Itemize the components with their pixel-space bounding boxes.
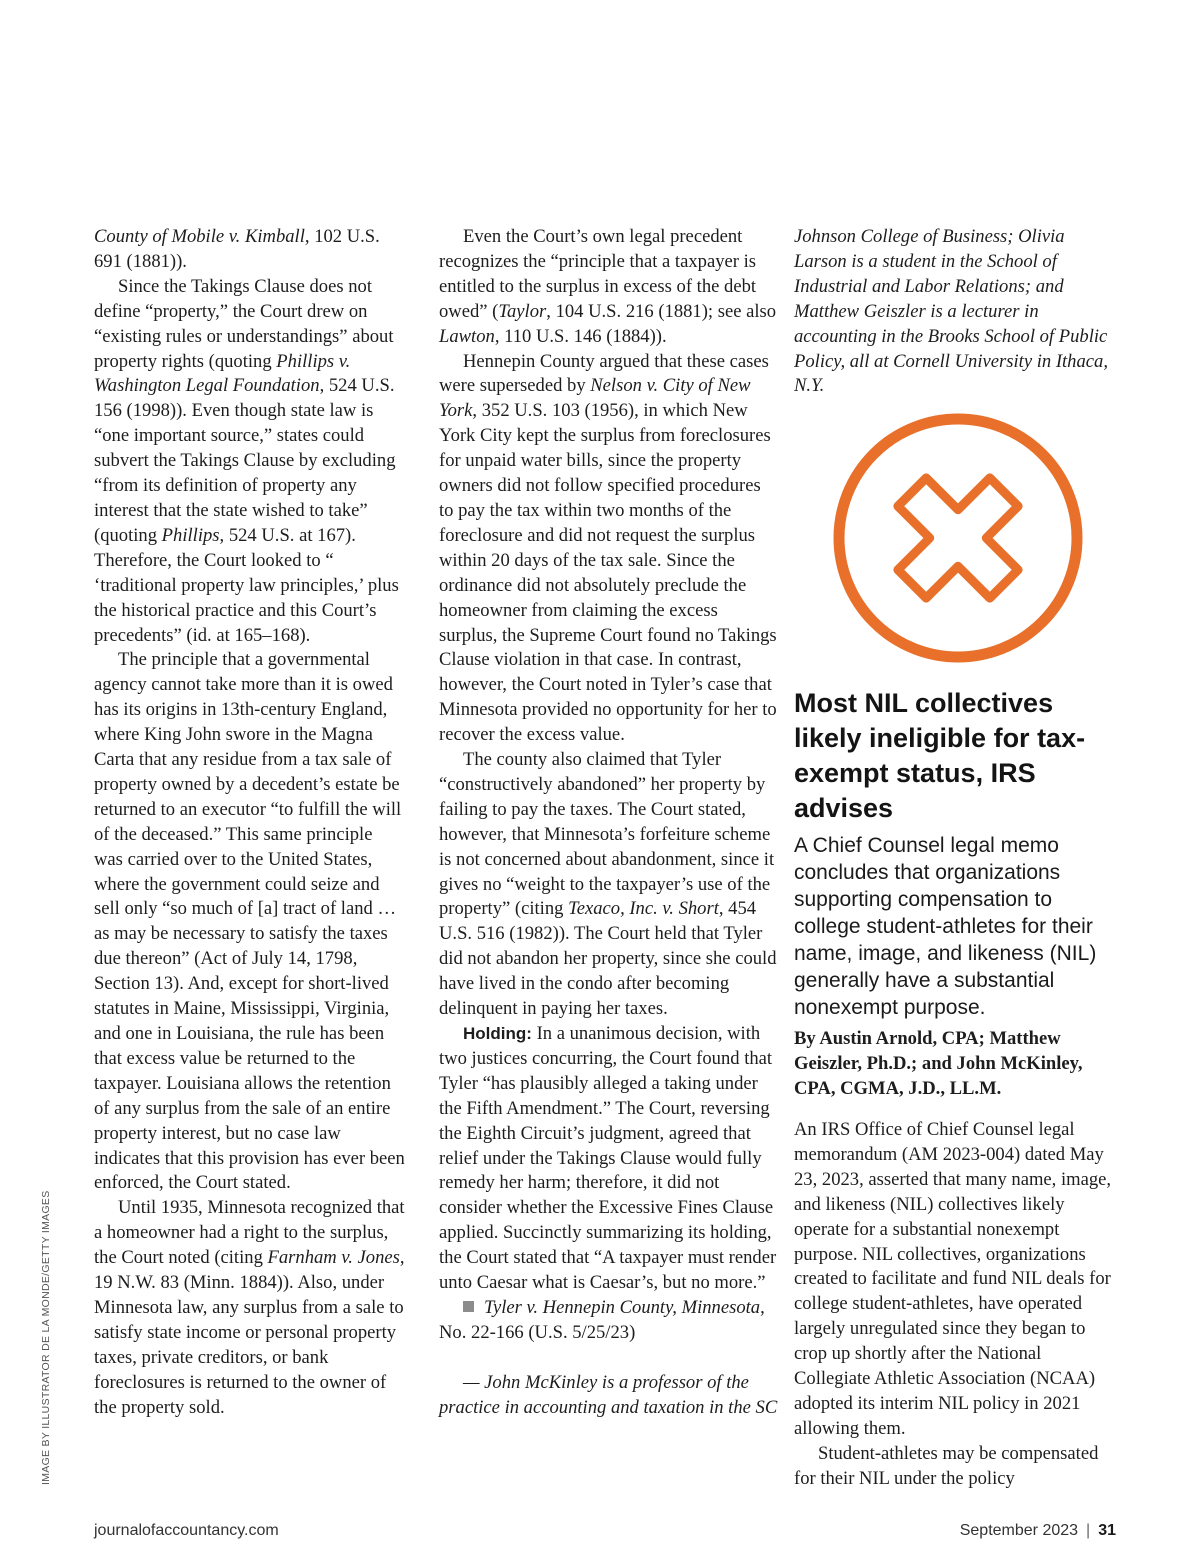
paragraph: The principle that a governmental agency cannot take more than it is owed has its origins in 13th-century England, where King John swore in the Magna Carta that any residue from a tax sale of property owned by a decedent’s estate be returned to an executor “to fulfill the will of the deceased.” This same principle was carried over to the United States, where the government could seize and sell only “so much of [a] tract of land … as may be necessary to satisfy the taxes due thereon” (Act of July 14, 1798, Section 13). And, except for short-lived statutes in Maine, Mississippi, Virginia, and one in Louisiana, the rule has been that excess value be returned to the taxpayer. Louisiana allows the retention of any surplus from the sale of an entire property interest, but no case law indicates that this provision has ever been enforced, the Court stated. xyxy=(94,649,405,1194)
column-2 xyxy=(439,225,779,1420)
column-1 xyxy=(94,225,406,1421)
author-bio: — John McKinley is a professor of the practice in accounting and taxation in the SC xyxy=(439,1371,778,1418)
column-3 xyxy=(794,225,1120,399)
sidebar-article xyxy=(794,1118,1120,1492)
paragraph: County of Mobile v. Kimball, 102 U.S. 691 (1881)). xyxy=(94,226,380,272)
footer-page-info xyxy=(960,1522,1116,1540)
sidebar-deck: A Chief Counsel legal memo concludes that organizations supporting compensation to college student-athletes for their name, image, and likeness (NIL) generally have a substantial nonexempt purpose. xyxy=(794,834,1097,1019)
circle-x-icon xyxy=(832,412,1084,664)
paragraph: Student-athletes may be compensated for their NIL under the policy xyxy=(794,1442,1099,1489)
holding-label: Holding: xyxy=(463,1024,532,1043)
paragraph: Since the Takings Clause does not define “property,” the Court drew on “existing rules or understandings” about property rights (quoting Phillips v. Washington Legal Foundation, 524 U.S. 156 (1998)). Even though state law is “one important source,” states could subvert the Takings Clause by excluding “from its definition of property any interest that the state wished to take” (quoting Phillips, 524 U.S. at 167). Therefore, the Court looked to “ ‘traditional property law principles,’ plus the historical practice and this Court’s precedents” (id. at 165–168). xyxy=(94,275,399,646)
paragraph: The county also claimed that Tyler “constructively abandoned” her property by failing to pay the taxes. The Court stated, however, that Minnesota’s forfeiture scheme is not concerned about abandonment, since it gives no “weight to the taxpayer’s use of the property” (citing Texaco, Inc. v. Short, 454 U.S. 516 (1982)). The Court held that Tyler did not abandon her property, since she could have lived in the condo after becoming delinquent in paying her taxes. xyxy=(439,749,777,1020)
paragraph: An IRS Office of Chief Counsel legal memorandum (AM 2023-004) dated May 23, 2023, asserted that many name, image, and likeness (NIL) collectives likely operate for a substantial nonexempt purpose. NIL collectives, organizations created to facilitate and fund NIL deals for college student-athletes, have operated largely unregulated since they began to crop up shortly after the National Collegiate Athletic Association (NCAA) adopted its interim NIL policy in 2021 allowing them. xyxy=(794,1119,1112,1439)
case-citation: Tyler v. Hennepin County, Minnesota, No. 22-166 (U.S. 5/25/23) xyxy=(439,1296,765,1343)
footer-date: September 2023 xyxy=(959,1522,1079,1539)
paragraph: Hennepin County argued that these cases were superseded by Nelson v. City of New York, 352 U.S. 103 (1956), in which New York City kept the surplus from foreclosures for unpaid water bills, since the property owners did not follow specified procedures to pay the tax within two months of the foreclosure and did not request the surplus within 20 days of the tax sale. Since the ordinance did not absolutely preclude the homeowner from claiming the excess surplus, the Supreme Court found no Takings Clause violation in that case. In contrast, however, the Court noted in Tyler’s case that Minnesota provided no opportunity for her to recover the excess value. xyxy=(439,350,777,746)
spacer xyxy=(439,1346,779,1371)
holding-paragraph: Holding: In a unanimous decision, with two justices concurring, the Court found that Tyler “has plausibly alleged a taking under the Fifth Amendment.” The Court, reversing the Eighth Circuit’s judgment, agreed that relief under the Takings Clause would fully remedy her harm; therefore, it did not consider whether the Excessive Fines Clause applied. Succinctly summarizing its holding, the Court stated that “A taxpayer must render unto Caesar what is Caesar’s, but no more.” xyxy=(439,1023,777,1294)
sidebar-byline: By Austin Arnold, CPA; Matthew Geiszler, Ph.D.; and John McKinley, CPA, CGMA, J.D., LL.M. xyxy=(794,1028,1083,1099)
footer-url: journalofaccountancy.com xyxy=(94,1522,279,1539)
footer-separator: | xyxy=(1086,1522,1091,1539)
page-number: 31 xyxy=(1098,1522,1116,1539)
sidebar-headline: Most NIL collectives likely ineligible for tax-exempt status, IRS advises xyxy=(794,688,1086,823)
image-credit: IMAGE BY ILLUSTRATOR DE LA MONDE/GETTY IMAGES xyxy=(40,1190,52,1485)
paragraph: Until 1935, Minnesota recognized that a homeowner had a right to the surplus, the Court noted (citing Farnham v. Jones, 19 N.W. 83 (Minn. 1884)). Also, under Minnesota law, any surplus from a sale to satisfy state income or personal property taxes, private creditors, or bank foreclosures is returned to the owner of the property sold. xyxy=(94,1197,405,1418)
author-bio-continued: Johnson College of Business; Olivia Larson is a student in the School of Industrial and Labor Relations; and Matthew Geiszler is a lecturer in accounting in the Brooks School of Public Policy, all at Cornell University in Ithaca, N.Y. xyxy=(794,226,1108,397)
square-bullet-icon xyxy=(463,1301,474,1312)
paragraph: Even the Court’s own legal precedent recognizes the “principle that a taxpayer is entitled to the surplus in excess of the debt owed” (Taylor, 104 U.S. 216 (1881); see also Lawton, 110 U.S. 146 (1884)). xyxy=(439,226,777,347)
